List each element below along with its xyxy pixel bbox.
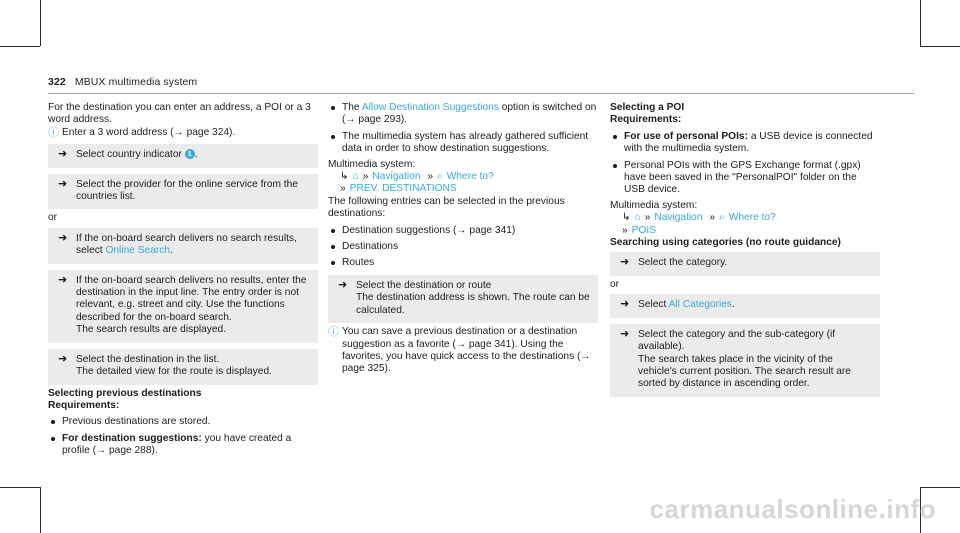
- instruction-step: ➜ Select the destination in the list. The detailed view for the route is displayed.: [48, 349, 318, 385]
- crop-mark: [40, 487, 41, 533]
- header-rule: [48, 93, 914, 94]
- list-item: Personal POIs with the GPS Exchange format (.gpx) have been saved in the "PersonalPOI" folder on the USB device.: [610, 160, 880, 197]
- instruction-step: ➜ Select country indicator 1 .: [48, 144, 318, 167]
- chevron-right-icon: »: [340, 183, 346, 195]
- crop-mark: [40, 0, 41, 46]
- chevron-right-icon: »: [709, 212, 716, 224]
- section-heading: Selecting previous destinations: [48, 387, 202, 399]
- home-icon[interactable]: ⌂: [634, 212, 641, 224]
- step-arrow-icon: ➜: [620, 298, 630, 311]
- crop-mark: [0, 46, 40, 47]
- list-item: For use of personal POIs: a USB device is connected with the multimedia system.: [610, 131, 880, 156]
- menu-path-cont: [328, 183, 598, 195]
- menu-path: [610, 212, 880, 224]
- instruction-step: ➜ Select the category.: [610, 252, 880, 275]
- instruction-step: ➜ Select the category and the sub-category (if available). The search takes place in the vicinity of the vehicle's current position. The search result are sorted by distance in ascending order.: [610, 324, 880, 397]
- home-icon[interactable]: ⌂: [352, 171, 359, 183]
- navigation-link[interactable]: Navigation: [654, 212, 703, 224]
- where-to-link[interactable]: Where to?: [446, 171, 494, 183]
- step-result: The search takes place in the vicinity of the vehicle's current position. The search result are sorted by distance in ascending order.: [638, 353, 851, 390]
- page-title: MBUX multimedia system: [74, 76, 198, 88]
- step-arrow-icon: ➜: [338, 278, 348, 291]
- page-header: [48, 76, 197, 88]
- crop-mark: [920, 487, 960, 488]
- navigation-link[interactable]: Navigation: [372, 171, 421, 183]
- chevron-right-icon: »: [427, 171, 434, 183]
- instruction-step: ➜ Select All Categories.: [610, 294, 880, 317]
- callout-badge: 1: [185, 149, 195, 159]
- instruction-step: ➜ Select the destination or route The destination address is shown. The route can be calculated.: [328, 275, 598, 323]
- list-item: The Allow Destination Suggestions option is switched on (→ page 293).: [328, 102, 598, 127]
- list-item: The multimedia system has already gathered sufficient data in order to show destination suggestions.: [328, 131, 598, 156]
- online-search-link[interactable]: Online Search: [105, 245, 171, 257]
- section-heading: Searching using categories (no route guidance): [610, 237, 841, 249]
- instruction-step: ➜ If the on-board search delivers no search results, select Online Search.: [48, 228, 318, 264]
- or-text: or: [48, 212, 58, 224]
- section-heading: Selecting a POI: [610, 102, 685, 113]
- requirements-label: Requirements:: [48, 399, 120, 411]
- menu-path: [328, 171, 598, 183]
- instruction-step: ➜ If the on-board search delivers no results, enter the destination in the input line. The entry order is not relevant, e.g. street and city. Use the functions described for the on-board search. The search results are displayed.: [48, 270, 318, 343]
- step-arrow-icon: ➜: [58, 231, 68, 244]
- search-icon: ⌕: [437, 171, 443, 183]
- crop-mark: [920, 0, 921, 46]
- column-left: [48, 102, 318, 458]
- column-middle: [328, 102, 598, 376]
- system-label: Multimedia system:: [610, 199, 698, 211]
- step-arrow-icon: ➜: [58, 273, 68, 286]
- system-label: Multimedia system:: [328, 158, 416, 170]
- note-text: Enter a 3 word address (→ page 324).: [62, 126, 236, 138]
- step-arrow-icon: ➜: [58, 352, 68, 365]
- list-item: Previous destinations are stored.: [48, 416, 318, 428]
- prev-destinations-link[interactable]: PREV. DESTINATIONS: [349, 183, 457, 195]
- info-note: [328, 326, 598, 376]
- step-arrow-icon: ➜: [620, 327, 630, 340]
- step-arrow-icon: ➜: [620, 256, 630, 269]
- list-item: Routes: [328, 257, 598, 269]
- or-text: or: [610, 278, 620, 290]
- all-categories-link[interactable]: All Categories: [668, 299, 733, 311]
- following-text: The following entries can be selected in the previous destinations:: [328, 195, 565, 220]
- crop-mark: [0, 487, 40, 488]
- return-arrow-icon: ↳: [340, 171, 349, 183]
- chevron-right-icon: »: [644, 212, 651, 224]
- page-number: 322: [48, 76, 66, 88]
- list-item: Destination suggestions (→ page 341): [328, 225, 598, 237]
- step-arrow-icon: ➜: [58, 177, 68, 190]
- list-item: Destinations: [328, 241, 598, 253]
- chevron-right-icon: »: [622, 224, 628, 236]
- where-to-link[interactable]: Where to?: [728, 212, 776, 224]
- requirements-label: Requirements:: [610, 114, 682, 126]
- pois-link[interactable]: POIS: [631, 224, 657, 236]
- column-right: [610, 102, 880, 397]
- list-item: For destination suggestions: you have created a profile (→ page 288).: [48, 433, 318, 458]
- note-text: You can save a previous destination or a destination suggestion as a favorite (→ page 341). Using the favorites, you have quick access to the destinations (→ page 325).: [342, 326, 591, 375]
- instruction-step: ➜ Select the provider for the online service from the countries list.: [48, 174, 318, 210]
- step-result: The destination address is shown. The route can be calculated.: [356, 292, 590, 316]
- watermark: carmanualsonline.info: [649, 494, 936, 524]
- chevron-right-icon: »: [362, 171, 369, 183]
- search-icon: ⌕: [719, 212, 725, 224]
- menu-path-cont: [610, 225, 880, 237]
- return-arrow-icon: ↳: [622, 212, 631, 224]
- info-icon: ⓘ: [48, 126, 59, 139]
- crop-mark: [920, 46, 960, 47]
- info-note: [48, 127, 318, 139]
- step-result: The search results are displayed.: [76, 324, 227, 336]
- step-result: The detailed view for the route is displayed.: [76, 366, 272, 378]
- intro-text: For the destination you can enter an address, a POI or a 3 word address.: [48, 102, 311, 126]
- allow-suggestions-option[interactable]: Allow Destination Suggestions: [361, 102, 499, 113]
- step-arrow-icon: ➜: [58, 148, 68, 161]
- info-icon: ⓘ: [328, 326, 339, 339]
